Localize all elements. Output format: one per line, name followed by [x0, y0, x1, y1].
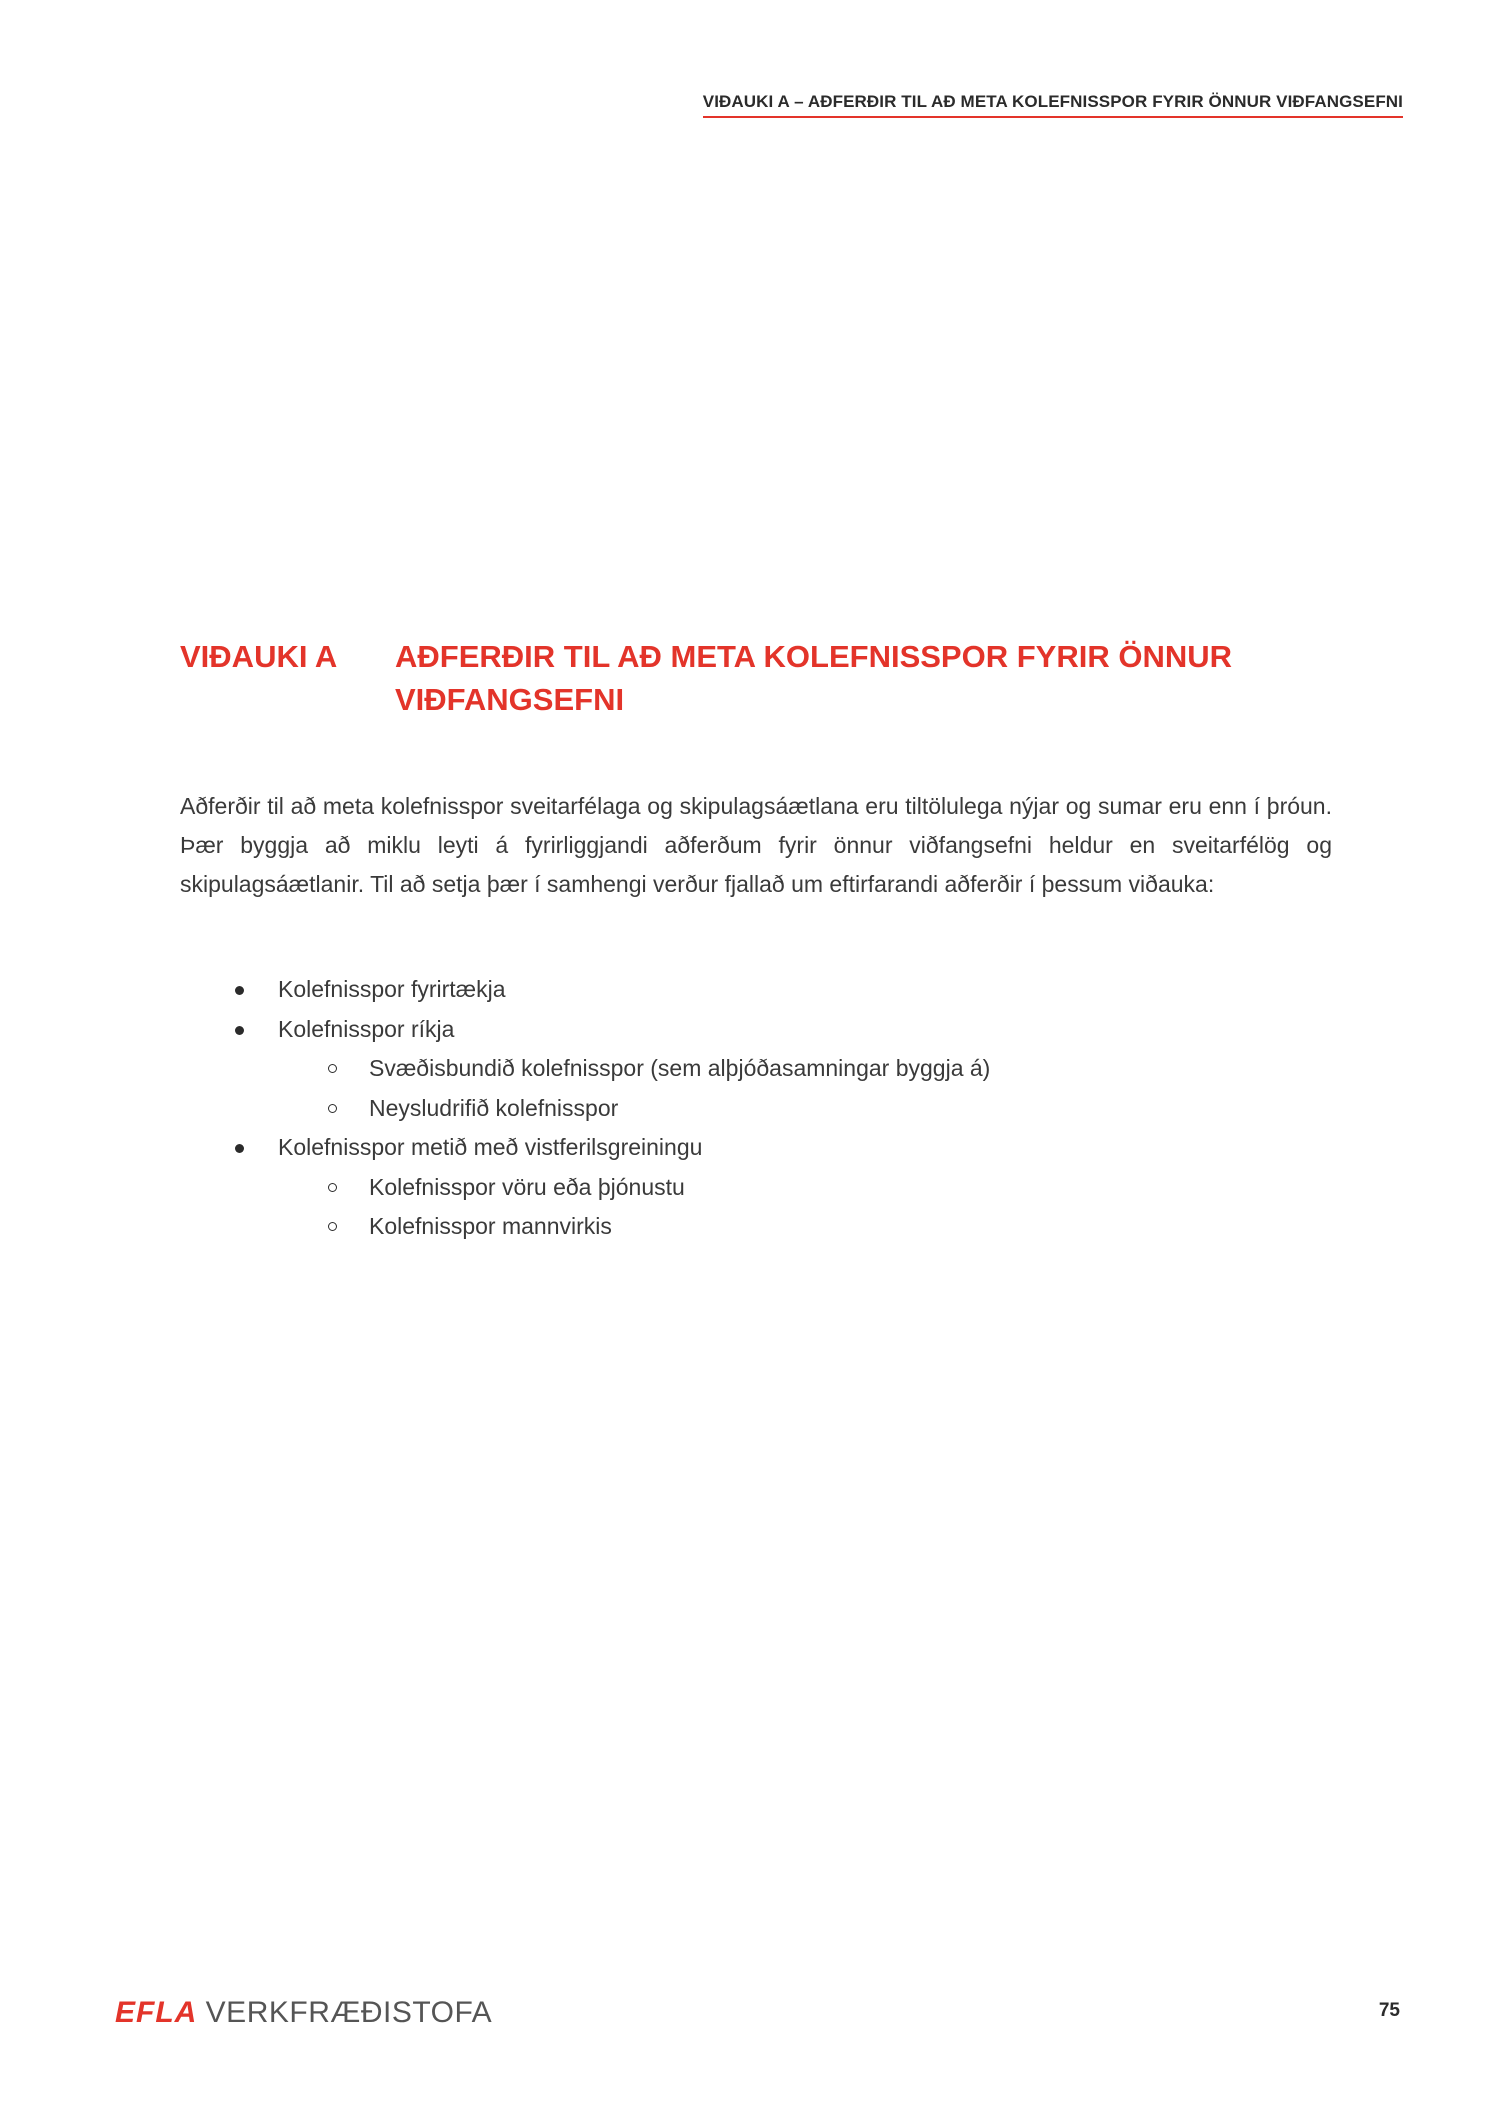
sub-list-item — [180, 1049, 1330, 1089]
list-item-text: Kolefnisspor fyrirtækja — [278, 976, 506, 1002]
method-list — [180, 970, 1330, 1247]
appendix-title: AÐFERÐIR TIL AÐ META KOLEFNISSPOR FYRIR ÖNNUR VIÐFANGSEFNI — [395, 639, 1232, 717]
list-item — [180, 1128, 1330, 1168]
hollow-bullet-icon — [328, 1183, 337, 1192]
sub-list-item-text: Kolefnisspor vöru eða þjónustu — [369, 1173, 685, 1200]
intro-paragraph: Aðferðir til að meta kolefnisspor sveitarfélaga og skipulagsáætlana eru tiltölulega nýjar og sumar eru enn í þróun. Þær byggja að miklu leyti á fyrirliggjandi aðferðum fyrir önnur viðfangsefni heldur en sveitarfélög og skipulagsáætlanir. Til að setja þær í samhengi verður fjallað um eftirfarandi aðferðir í þessum viðauka: — [180, 793, 1332, 897]
bullet-icon — [235, 1026, 244, 1035]
hollow-bullet-icon — [328, 1222, 337, 1231]
sub-list-item-text: Neysludrifið kolefnisspor — [369, 1094, 619, 1121]
sub-list-item-text: Kolefnisspor mannvirkis — [369, 1213, 612, 1239]
sub-list-item — [180, 1089, 1330, 1129]
appendix-heading — [180, 635, 1330, 721]
efla-logo — [115, 1996, 492, 2030]
list-item-text: Kolefnisspor ríkja — [278, 1015, 455, 1042]
list-item-text: Kolefnisspor metið með vistferilsgreiningu — [278, 1134, 703, 1160]
logo-brand: EFLA — [115, 1996, 198, 2029]
sub-list-item-text: Svæðisbundið kolefnisspor (sem alþjóðasamningar byggja á) — [369, 1055, 991, 1081]
sub-list-item — [180, 1207, 1330, 1247]
list-item — [180, 970, 1330, 1010]
hollow-bullet-icon — [328, 1104, 337, 1113]
bullet-icon — [235, 986, 244, 995]
page-number: 75 — [1378, 2000, 1400, 2021]
logo-subtitle: VERKFRÆÐISTOFA — [205, 1996, 493, 2029]
list-item — [180, 1010, 1330, 1050]
hollow-bullet-icon — [328, 1064, 337, 1073]
appendix-label: VIÐAUKI A — [180, 639, 338, 674]
bullet-icon — [235, 1144, 244, 1153]
running-header: VIÐAUKI A – AÐFERÐIR TIL AÐ META KOLEFNISSPOR FYRIR ÖNNUR VIÐFANGSEFNI — [703, 92, 1403, 118]
sub-list-item — [180, 1168, 1330, 1208]
